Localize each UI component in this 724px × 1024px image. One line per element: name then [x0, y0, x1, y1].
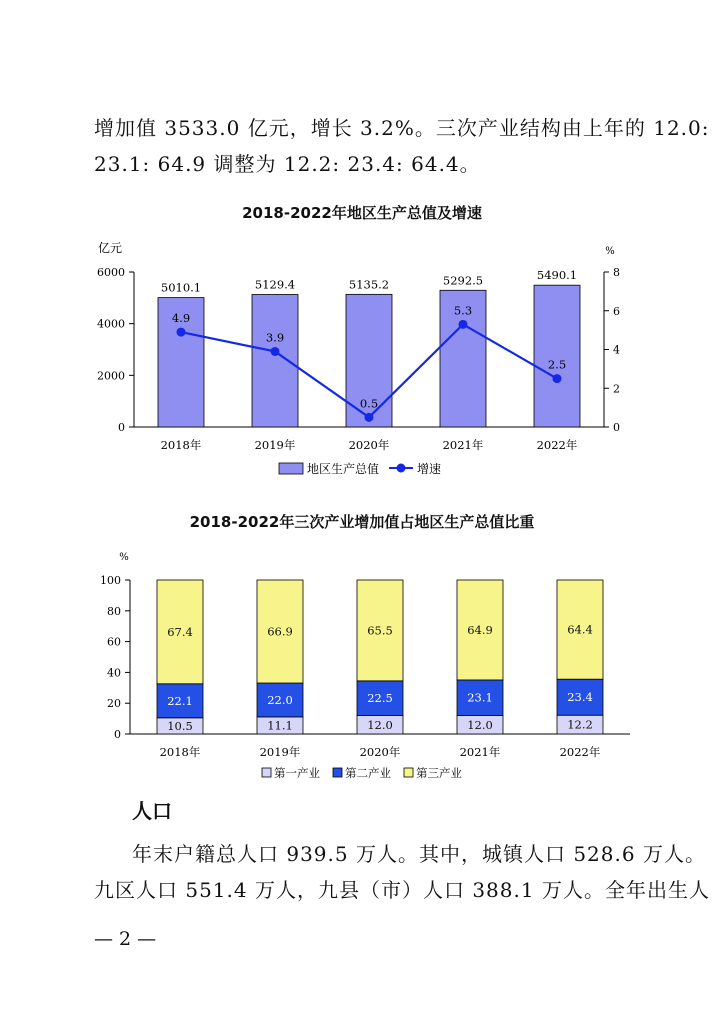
growth-rate-value-label: 2.5 — [547, 357, 567, 372]
x-tick-label: 2020年 — [359, 745, 401, 759]
gdp-bar-value-label: 5010.1 — [160, 280, 202, 295]
gdp-bar-value-label: 5129.4 — [254, 277, 296, 292]
y-axis-unit: % — [119, 552, 129, 563]
y-right-tick-label: 8 — [613, 266, 620, 279]
growth-rate-point — [365, 413, 374, 422]
gdp-bar-value-label: 5292.5 — [442, 273, 484, 288]
stacked-bar-value-label-tertiary: 65.5 — [367, 623, 393, 638]
legend-label-primary: 第一产业 — [274, 766, 320, 780]
stacked-bar-value-label-secondary: 23.1 — [467, 690, 493, 705]
y-tick-label: 0 — [114, 728, 121, 741]
population-paragraph-line-2: 九区人口 551.4 万人，九县（市）人口 388.1 万人。全年出生人 — [94, 878, 710, 902]
gdp-bar — [252, 294, 298, 427]
population-section-heading: 人口 — [132, 799, 172, 823]
x-tick-label: 2022年 — [559, 745, 601, 759]
stacked-bar-value-label-tertiary: 64.9 — [467, 622, 493, 637]
growth-rate-value-label: 0.5 — [359, 396, 379, 411]
stacked-bar-value-label-primary: 10.5 — [167, 718, 193, 733]
x-tick-label: 2022年 — [536, 438, 578, 452]
stacked-bar-value-label-primary: 12.0 — [367, 717, 393, 732]
stacked-bar-value-label-primary: 12.0 — [467, 717, 493, 732]
growth-rate-point — [553, 374, 562, 383]
legend-swatch-secondary — [333, 768, 342, 777]
stacked-bar-value-label-secondary: 22.0 — [267, 692, 293, 707]
x-tick-label: 2019年 — [259, 745, 301, 759]
growth-rate-value-label: 4.9 — [171, 311, 191, 326]
y-axis-right-unit: % — [605, 246, 615, 257]
x-tick-label: 2018年 — [160, 438, 202, 452]
legend-marker-growth — [397, 464, 406, 473]
legend-swatch-primary — [262, 768, 271, 777]
stacked-bar-value-label-secondary: 22.5 — [367, 691, 393, 706]
growth-rate-point — [271, 347, 280, 356]
structure-chart — [0, 540, 724, 790]
x-tick-label: 2019年 — [254, 438, 296, 452]
y-tick-label: 100 — [100, 574, 121, 587]
legend-label-tertiary: 第三产业 — [416, 766, 462, 780]
stacked-bar-value-label-secondary: 22.1 — [167, 693, 193, 708]
gdp-bar-value-label: 5135.2 — [348, 277, 390, 292]
legend-label-secondary: 第二产业 — [345, 766, 391, 780]
y-right-tick-label: 4 — [613, 343, 620, 357]
growth-rate-value-label: 3.9 — [265, 330, 285, 345]
stacked-bar-value-label-tertiary: 66.9 — [267, 624, 293, 639]
y-tick-label: 40 — [107, 666, 121, 680]
stacked-bar-value-label-secondary: 23.4 — [567, 690, 593, 705]
growth-rate-point — [459, 320, 468, 329]
y-left-tick-label: 4000 — [97, 317, 125, 331]
x-tick-label: 2020年 — [348, 438, 390, 452]
growth-rate-point — [177, 328, 186, 337]
y-right-tick-label: 6 — [613, 304, 620, 318]
x-tick-label: 2018年 — [159, 745, 201, 759]
intro-paragraph-line-1: 增加值 3533.0 亿元，增长 3.2%。三次产业结构由上年的 12.0: — [94, 116, 710, 140]
page-number: — 2 — — [94, 928, 157, 950]
intro-paragraph-line-2: 23.1: 64.9 调整为 12.2: 23.4: 64.4。 — [94, 152, 481, 176]
stacked-bar-value-label-tertiary: 64.4 — [567, 622, 593, 637]
y-tick-label: 80 — [107, 604, 121, 618]
x-tick-label: 2021年 — [459, 745, 501, 759]
y-tick-label: 60 — [107, 635, 121, 649]
gdp-bar — [534, 285, 580, 427]
x-tick-label: 2021年 — [442, 438, 484, 452]
population-paragraph-line-1: 年末户籍总人口 939.5 万人。其中，城镇人口 528.6 万人。 — [132, 842, 706, 866]
gdp-chart — [0, 230, 724, 520]
stacked-bar-value-label-primary: 11.1 — [267, 718, 293, 733]
y-right-tick-label: 2 — [613, 382, 620, 396]
y-right-tick-label: 0 — [613, 421, 620, 434]
legend-swatch-gdp — [279, 463, 303, 474]
gdp-bar-value-label: 5490.1 — [536, 268, 578, 283]
y-left-tick-label: 0 — [118, 421, 125, 434]
stacked-bar-value-label-tertiary: 67.4 — [167, 624, 193, 639]
legend-label-gdp: 地区生产总值 — [307, 462, 380, 476]
legend-label-growth: 增速 — [417, 462, 442, 476]
y-left-tick-label: 6000 — [97, 266, 125, 279]
y-axis-left-unit: 亿元 — [97, 241, 123, 255]
stacked-bar-value-label-primary: 12.2 — [567, 717, 593, 732]
growth-rate-value-label: 5.3 — [453, 303, 473, 318]
gdp-chart-title: 2018-2022年地区生产总值及增速 — [242, 204, 482, 222]
y-left-tick-label: 2000 — [97, 369, 125, 383]
legend-swatch-tertiary — [404, 768, 413, 777]
y-tick-label: 20 — [107, 697, 121, 711]
structure-chart-title: 2018-2022年三次产业增加值占地区生产总值比重 — [189, 513, 535, 531]
